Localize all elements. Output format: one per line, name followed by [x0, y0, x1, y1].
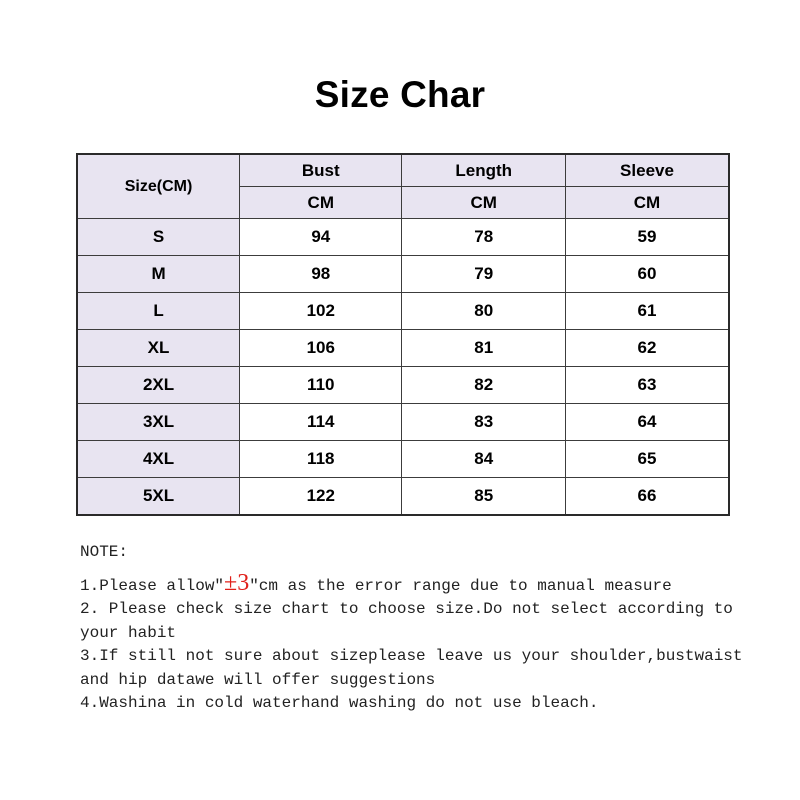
size-cell: S	[77, 219, 240, 256]
bust-cell: 114	[240, 404, 402, 441]
sleeve-cell: 66	[565, 478, 729, 516]
table-row	[77, 478, 729, 516]
notes-heading: NOTE:	[80, 543, 129, 561]
note-line-2: 2. Please check size chart to choose size.Do not select according to your habit	[80, 600, 743, 642]
size-cell: 4XL	[77, 441, 240, 478]
sleeve-cell: 61	[565, 293, 729, 330]
table-row	[77, 404, 729, 441]
table-header-row	[77, 154, 729, 187]
note-line-4: 4.Washina in cold waterhand washing do not use bleach.	[80, 694, 599, 712]
table-row	[77, 293, 729, 330]
note-line-1	[80, 569, 780, 599]
size-cell: 2XL	[77, 367, 240, 404]
sleeve-cell: 65	[565, 441, 729, 478]
page-title: Size Char	[314, 74, 486, 115]
length-cell: 79	[402, 256, 566, 293]
bust-cell: 98	[240, 256, 402, 293]
length-cell: 84	[402, 441, 566, 478]
notes-section	[80, 541, 780, 716]
note-line-3: 3.If still not sure about sizeplease leave us your shoulder,bustwaist and hip datawe will offer suggestions	[80, 647, 753, 689]
bust-cell: 110	[240, 367, 402, 404]
note-1-text-end: ″cm as the error range due to manual measure	[249, 576, 672, 595]
size-chart-table	[76, 153, 730, 516]
size-cell: 3XL	[77, 404, 240, 441]
size-cell: 5XL	[77, 478, 240, 516]
note-1-text: 1.Please allow″	[80, 576, 225, 595]
length-cell: 81	[402, 330, 566, 367]
sleeve-cell: 63	[565, 367, 729, 404]
sleeve-cell: 64	[565, 404, 729, 441]
sleeve-unit: CM	[565, 187, 729, 219]
size-column-header: Size(CM)	[77, 154, 240, 219]
table-row	[77, 441, 729, 478]
tolerance-value: ±3	[224, 569, 250, 596]
sleeve-cell: 60	[565, 256, 729, 293]
length-cell: 80	[402, 293, 566, 330]
sleeve-cell: 59	[565, 219, 729, 256]
length-cell: 78	[402, 219, 566, 256]
table-row	[77, 367, 729, 404]
bust-cell: 106	[240, 330, 402, 367]
bust-cell: 94	[240, 219, 402, 256]
bust-column-header: Bust	[240, 154, 402, 187]
table-row	[77, 256, 729, 293]
table-row	[77, 330, 729, 367]
length-column-header: Length	[402, 154, 566, 187]
length-cell: 83	[402, 404, 566, 441]
bust-cell: 118	[240, 441, 402, 478]
bust-cell: 122	[240, 478, 402, 516]
length-cell: 85	[402, 478, 566, 516]
table-row	[77, 219, 729, 256]
bust-cell: 102	[240, 293, 402, 330]
size-cell: M	[77, 256, 240, 293]
size-cell: XL	[77, 330, 240, 367]
sleeve-cell: 62	[565, 330, 729, 367]
size-cell: L	[77, 293, 240, 330]
length-unit: CM	[402, 187, 566, 219]
sleeve-column-header: Sleeve	[565, 154, 729, 187]
length-cell: 82	[402, 367, 566, 404]
bust-unit: CM	[240, 187, 402, 219]
